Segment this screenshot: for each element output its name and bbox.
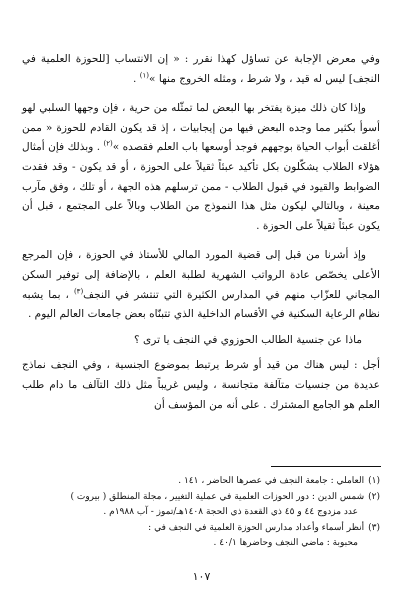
footnote-separator: [271, 466, 381, 467]
footnote-ref-1: (١): [139, 71, 150, 80]
paragraph-2: وإذا كان ذلك ميزة يفتخر بها البعض لما تمثّله من حرية ، فإن وجهها السلبي لهو أسوأ بكثير مما وجده البعض فيها من إيجابيات ، إذ قد يكون القادم للحوزة « ممن أغلقت أبواب الحياة بوجههم فوجد أوسعها باب العلم فقصده »$^{(٢)}$ . وبذلك فإن أمثال هؤلاء الطلاب يشكّلون بكل تأكيد عبئاً ثقيلاً على الحوزة ، أو قد يكون - وقد فقدت الضوابط والقيود في قبول الطلاب - ممن ترسلهم هذه الجهة ، أو تلك ، وفق مآرب معينة ، وبالتالي ليكون مثل هذا النموذج من الطلاب وبالاً على المجتمع ، قبل أن يكون عبئاً ثقيلاً على الحوزة .: [22, 102, 381, 232]
main-text: [22, 50, 380, 425]
paragraph-3: وإذ أشرنا من قبل إلى قضية المورد المالي للأستاذ في الحوزة ، فإن المرجع الأعلى يخصّص عادة الرواتب الشهرية لطلبة العلم ، بالإضافة إلى توفير السكن المجاني للعزّاب منهم في المدارس الكثيرة التي تنتشر في النجف$^{(٣)}$ ، بما يشبه نظام الرعاية السكنية في الأقسام الداخلية الذي تتبنّاه بعض جامعات العالم اليوم .: [22, 249, 380, 321]
question-line: ماذا عن جنسية الطالب الحوزوي في النجف يا ترى ؟: [133, 333, 362, 346]
page-number: ١٠٧: [192, 570, 211, 583]
answer-paragraph: أجل : ليس هناك من قيد أو شرط يرتبط بموضوع الجنسية ، وفي النجف نماذج عديدة من جنسيات متآلفة متجانسة ، وليس غريباً مثل ذلك التآلف ما دام طلب العلم هو الجامع المشترك . على أنه من المؤسف أن: [22, 359, 380, 411]
footnote-2-continued: عدد مزدوج ٤٤ و ٤٥ ذي القعدة ذي الحجة ١٤٠٨هـ/تموز - آب ١٩٨٨م .: [103, 507, 358, 517]
footnote-3: (٣)أنظر أسماء وأعداد مدارس الحوزة العلمية في النجف في :: [148, 522, 380, 533]
footnotes: [22, 474, 380, 552]
footnote-ref-2: (٢): [103, 139, 113, 148]
footnote-1: (١)العاملي : جامعة النجف في عصرها الحاضر ، ١٤١ .: [178, 476, 380, 486]
footnote-2: (٢)شمس الدين : دور الحوزات العلمية في عملية التغيير ، مجلة المنطلق ( بيروت ): [70, 491, 380, 502]
paragraph-1: وفي معرض الإجابة عن تساؤل كهذا نقرر : « إن الانتساب [للحوزة العلمية في النجف] ليس له قيد ، ولا شرط ، ومثله الخروج منها »$^{(١)}$ .: [22, 53, 380, 85]
footnote-ref-3: (٣): [73, 287, 84, 295]
footnote-3-continued: محبوبة : ماضي النجف وحاضرها ٤٠/١ .: [213, 538, 358, 548]
